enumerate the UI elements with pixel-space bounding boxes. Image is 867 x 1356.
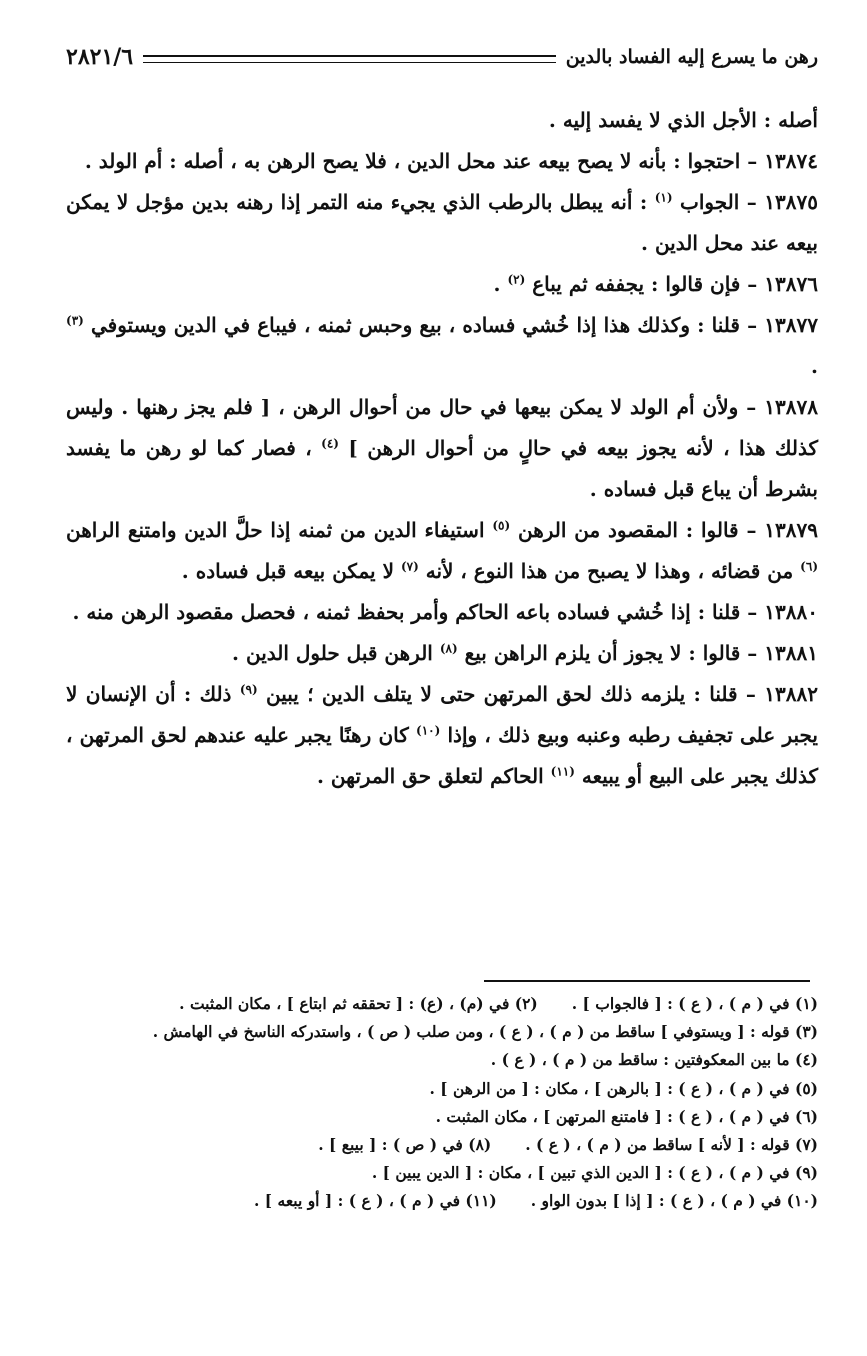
paragraph-text: – قالوا : لا يجوز أن يلزم الراهن بيع <box>457 641 765 665</box>
footnote: (٦) في ( م ) ، ( ع ) : [ فامتنع المرتهن ] ، مكان المثبت . <box>435 1106 818 1126</box>
footnote-ref: (٤) <box>321 436 339 451</box>
paragraph-text: – قلنا : وكذلك هذا إذا خُشي فساده ، بيع وحبس ثمنه ، فيباع في الدين ويستوفي <box>83 313 765 337</box>
paragraph-text: ، فصار كما لو رهن ما يفسد بشرط أن يباع قبل فساده . <box>66 436 818 501</box>
footnote-line <box>66 1131 818 1159</box>
footnote-ref: (٢) <box>507 272 526 287</box>
footnote-ref: (٨) <box>439 641 458 656</box>
paragraph <box>66 305 818 387</box>
paragraph-number: ١٣٨٨٢ <box>764 682 819 706</box>
footnotes <box>66 990 818 1216</box>
paragraph-text: كان رهنًا يجبر عليه عندهم لحق المرتهن ، كذلك يجبر على البيع أو يبيعه <box>66 723 818 788</box>
paragraph-text: – احتجوا : بأنه لا يصح بيعه عند محل الدين ، فلا يصح الرهن به ، أصله : أم الولد . <box>84 149 765 173</box>
footnote: (١١) في ( م ) ، ( ع ) : [ أو يبعه ] . <box>254 1191 497 1211</box>
header-rule <box>143 55 556 63</box>
footnote-ref: (١٠) <box>416 723 441 738</box>
footnote: (٣) قوله : [ ويستوفي ] ساقط من ( م ) ، ( ع ) ، ومن صلب ( ص ) ، واستدركه الناسخ في الهامش . <box>152 1022 818 1042</box>
paragraph-text: . <box>811 354 818 378</box>
footnote-ref: (٦) <box>800 559 818 574</box>
footnote-ref: (٧) <box>400 559 419 574</box>
paragraph-text: – فإن قالوا : يجففه ثم يباع <box>525 272 765 296</box>
paragraph-number: ١٣٨٧٨ <box>764 395 818 419</box>
footnote: (١٠) في ( م ) ، ( ع ) : [ إذا ] بدون الواو . <box>530 1191 818 1211</box>
footnote-line <box>66 1075 818 1103</box>
footnote-ref: (٩) <box>239 682 258 697</box>
paragraph-number: ١٣٨٨٠ <box>764 600 818 624</box>
main-text <box>66 100 818 797</box>
paragraph-number: ١٣٨٧٩ <box>764 518 818 542</box>
paragraph-text: استيفاء الدين من ثمنه إذا حلَّ الدين وامتنع الراهن <box>66 518 493 542</box>
paragraph <box>66 264 818 305</box>
footnote-ref: (١١) <box>550 764 575 779</box>
paragraph-text: الرهن قبل حلول الدين . <box>232 641 440 665</box>
paragraph <box>66 100 818 141</box>
paragraph-number: ١٣٨٧٤ <box>764 149 818 173</box>
footnote-line <box>66 1103 818 1131</box>
paragraph-text: أصله : الأجل الذي لا يفسد إليه . <box>548 108 818 132</box>
chapter-title: رهن ما يسرع إليه الفساد بالدين <box>565 46 818 68</box>
footnote-line <box>66 1159 818 1187</box>
footnote: (٧) قوله : [ لأنه ] ساقط من ( م ) ، ( ع ) . <box>525 1135 818 1155</box>
paragraph-number: ١٣٨٨١ <box>764 641 818 665</box>
paragraph-text: : أنه يبطل بالرطب الذي يجيء منه التمر إذا رهنه بدين مؤجل لا يمكن بيعه عند محل الدين . <box>66 190 818 255</box>
paragraph-text: . <box>493 272 508 296</box>
paragraph <box>66 510 818 592</box>
footnote: (٤) ما بين المعكوفتين : ساقط من ( م ) ، ( ع ) . <box>490 1050 818 1070</box>
footnote: (٩) في ( م ) ، ( ع ) : [ الدين الذي تبين ] ، مكان : [ الدين يبين ] . <box>371 1163 818 1183</box>
footnote: (٢) في (م) ، (ع) : [ تحققه ثم ابتاع ] ، مكان المثبت . <box>179 994 538 1013</box>
running-header <box>66 40 818 74</box>
footnote: (١) في ( م ) ، ( ع ) : [ فالجواب ] . <box>571 994 818 1013</box>
paragraph-text: – قالوا : المقصود من الرهن <box>510 518 765 542</box>
footnote-line <box>66 1046 818 1074</box>
footnote-ref: (٣) <box>66 313 84 328</box>
paragraph-text: من قضائه ، وهذا لا يصبح من هذا النوع ، لأنه <box>418 559 801 583</box>
footnote-line <box>66 1018 818 1046</box>
paragraph <box>66 674 818 797</box>
paragraph-number: ١٣٨٧٥ <box>764 190 818 214</box>
paragraph <box>66 141 818 182</box>
paragraph <box>66 387 818 510</box>
footnote-separator <box>484 980 810 982</box>
footnote-line <box>66 1187 818 1215</box>
paragraph-text: ذلك : أن الإنسان لا يجبر على تجفيف رطبه وعنبه وبيع ذلك ، وإذا <box>66 682 819 747</box>
footnote: (٥) في ( م ) ، ( ع ) : [ بالرهن ] ، مكان : [ من الرهن ] . <box>429 1078 818 1098</box>
paragraph-text: – قلنا : يلزمه ذلك لحق المرتهن حتى لا يتلف الدين ؛ يبين <box>257 682 765 706</box>
paragraph-text: لا يمكن بيعه قبل فساده . <box>181 559 401 583</box>
paragraph <box>66 633 818 674</box>
paragraph-text: الحاكم لتعلق حق المرتهن . <box>316 764 551 788</box>
paragraph-number: ١٣٨٧٦ <box>764 272 818 296</box>
footnote: (٨) في ( ص ) : [ بيبع ] . <box>318 1135 492 1155</box>
paragraph-text: – ولأن أم الولد لا يمكن بيعها في حال من أحوال الرهن ، [ فلم يجز رهنها . وليس كذلك هذا ، لأنه يجوز بيعه في حالٍ من أحوال الرهن ] <box>66 395 818 460</box>
footnote-line <box>66 990 818 1018</box>
paragraph-text: – الجواب <box>672 190 765 214</box>
paragraph-text: – قلنا : إذا خُشي فساده باعه الحاكم وأمر بحفظ ثمنه ، فحصل مقصود الرهن منه . <box>72 600 765 624</box>
footnote-ref: (١) <box>654 190 673 205</box>
footnote-ref: (٥) <box>492 518 511 533</box>
page-number: ٢٨٢١/٦ <box>66 44 134 70</box>
paragraph <box>66 182 818 264</box>
paragraph <box>66 592 818 633</box>
paragraph-number: ١٣٨٧٧ <box>764 313 818 337</box>
